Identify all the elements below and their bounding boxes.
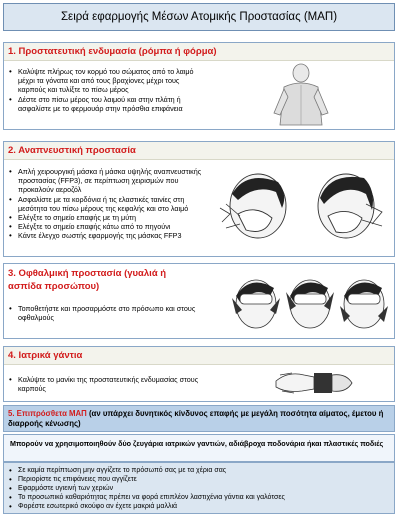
list-item: • Το προσωπικό καθαριότητας πρέπει να φορά επιπλέον λαστιχένια γάντια και γαλότσες xyxy=(4,493,394,502)
section-gloves-list xyxy=(4,375,209,393)
section-eye-protection-heading: 3. Οφθαλμική προστασία (γυαλιά ή ασπίδα προσώπου) xyxy=(8,268,167,292)
list-item: • Σε καμία περίπτωση μην αγγίζετε το πρόσωπό σας με τα χέρια σας xyxy=(4,466,394,475)
section-respiratory-list xyxy=(4,167,209,241)
section-additional-ppe-title: 5. Επιπρόσθετα ΜΑΠ xyxy=(8,409,87,418)
section-respiratory-heading: 2. Αναπνευστική προστασία xyxy=(4,142,394,160)
section-additional-ppe-heading xyxy=(3,405,395,432)
list-item: • Ελέγξτε το σημείο επαφής με τη μύτη xyxy=(4,213,209,222)
mask-illustration xyxy=(216,164,392,252)
list-item: • Ελέγξτε το σημείο επαφής κάτω από το πηγούνι xyxy=(4,222,209,231)
section-gown-list xyxy=(4,67,209,113)
mask-head-left xyxy=(220,174,286,238)
mask-head-right xyxy=(318,174,382,238)
section-gloves xyxy=(3,346,395,402)
gown-illustration xyxy=(266,63,336,127)
section-additional-ppe-condition: (αν υπάρχει δυνητικός κίνδυνος επαφής με μεγάλη ποσότητα αίματος, έμετου ή διαρροής κένωσης) xyxy=(8,409,384,428)
section-eye-protection-list xyxy=(4,304,209,322)
list-item: • Καλύψτε το μανίκι της προστατευτικής ενδυμασίας στους καρπούς xyxy=(4,375,209,393)
section-gown xyxy=(3,42,395,130)
eye-protection-illustration xyxy=(226,270,392,334)
list-item: • Απλή χειρουργική μάσκα ή μάσκα υψηλής αναπνευστικής προστασίας (FFP3), σε περίπτωση χειρισμών που προκαλούν αεροζόλ xyxy=(4,167,209,195)
list-item: • Τοποθετήστε και προσαρμόστε στο πρόσωπο και στους οφθαλμούς xyxy=(4,304,209,322)
section-gloves-heading: 4. Ιατρικά γάντια xyxy=(4,347,394,365)
goggles-head-3 xyxy=(340,280,388,328)
list-item: • Εφαρμόστε υγιεινή των χεριών xyxy=(4,484,394,493)
list-item: • Δέστε στο πίσω μέρος του λαιμού και στην πλάτη ή ασφαλίστε με το φερμουάρ στην πρόσθια επιφάνεια xyxy=(4,95,209,113)
list-item: • Καλύψτε πλήρως τον κορμό του σώματος από το λαιμό μέχρι τα γόνατα και από τους βραχίονες μέχρι τους καρπούς και τυλίξτε το πίσω μέρος xyxy=(4,67,209,95)
list-item: • Κάντε έλεγχο σωστής εφαρμογής της μάσκας FFP3 xyxy=(4,231,209,240)
section-additional-ppe-text: Μπορούν να χρησιμοποιηθούν δύο ζευγάρια ιατρικών γαντιών, αδιάβροχα ποδονάρια ήκαι πλαστικές ποδιές xyxy=(3,434,395,462)
gloves-illustration xyxy=(274,361,354,399)
section-eye-protection xyxy=(3,263,395,339)
section-additional-ppe-list xyxy=(3,462,395,514)
section-gown-heading: 1. Προστατευτική ενδυμασία (ρόμπα ή φόρμα) xyxy=(4,43,394,61)
list-item: • Φορέστε εσωτερικό σκούφο αν έχετε μακριά μαλλιά xyxy=(4,502,394,511)
section-respiratory xyxy=(3,141,395,257)
goggles-head-1 xyxy=(232,280,280,328)
list-item: • Περιορίστε τις επιφάνειες που αγγίζετε xyxy=(4,475,394,484)
list-item: • Ασφαλίστε με τα κορδόνια ή τις ελαστικές ταινίες στη μεσότητα του πίσω μέρους της κεφαλής και στο λαιμό xyxy=(4,195,209,213)
goggles-head-2 xyxy=(286,280,334,328)
page-title: Σειρά εφαρμογής Μέσων Ατομικής Προστασίας (ΜΑΠ) xyxy=(3,3,395,31)
